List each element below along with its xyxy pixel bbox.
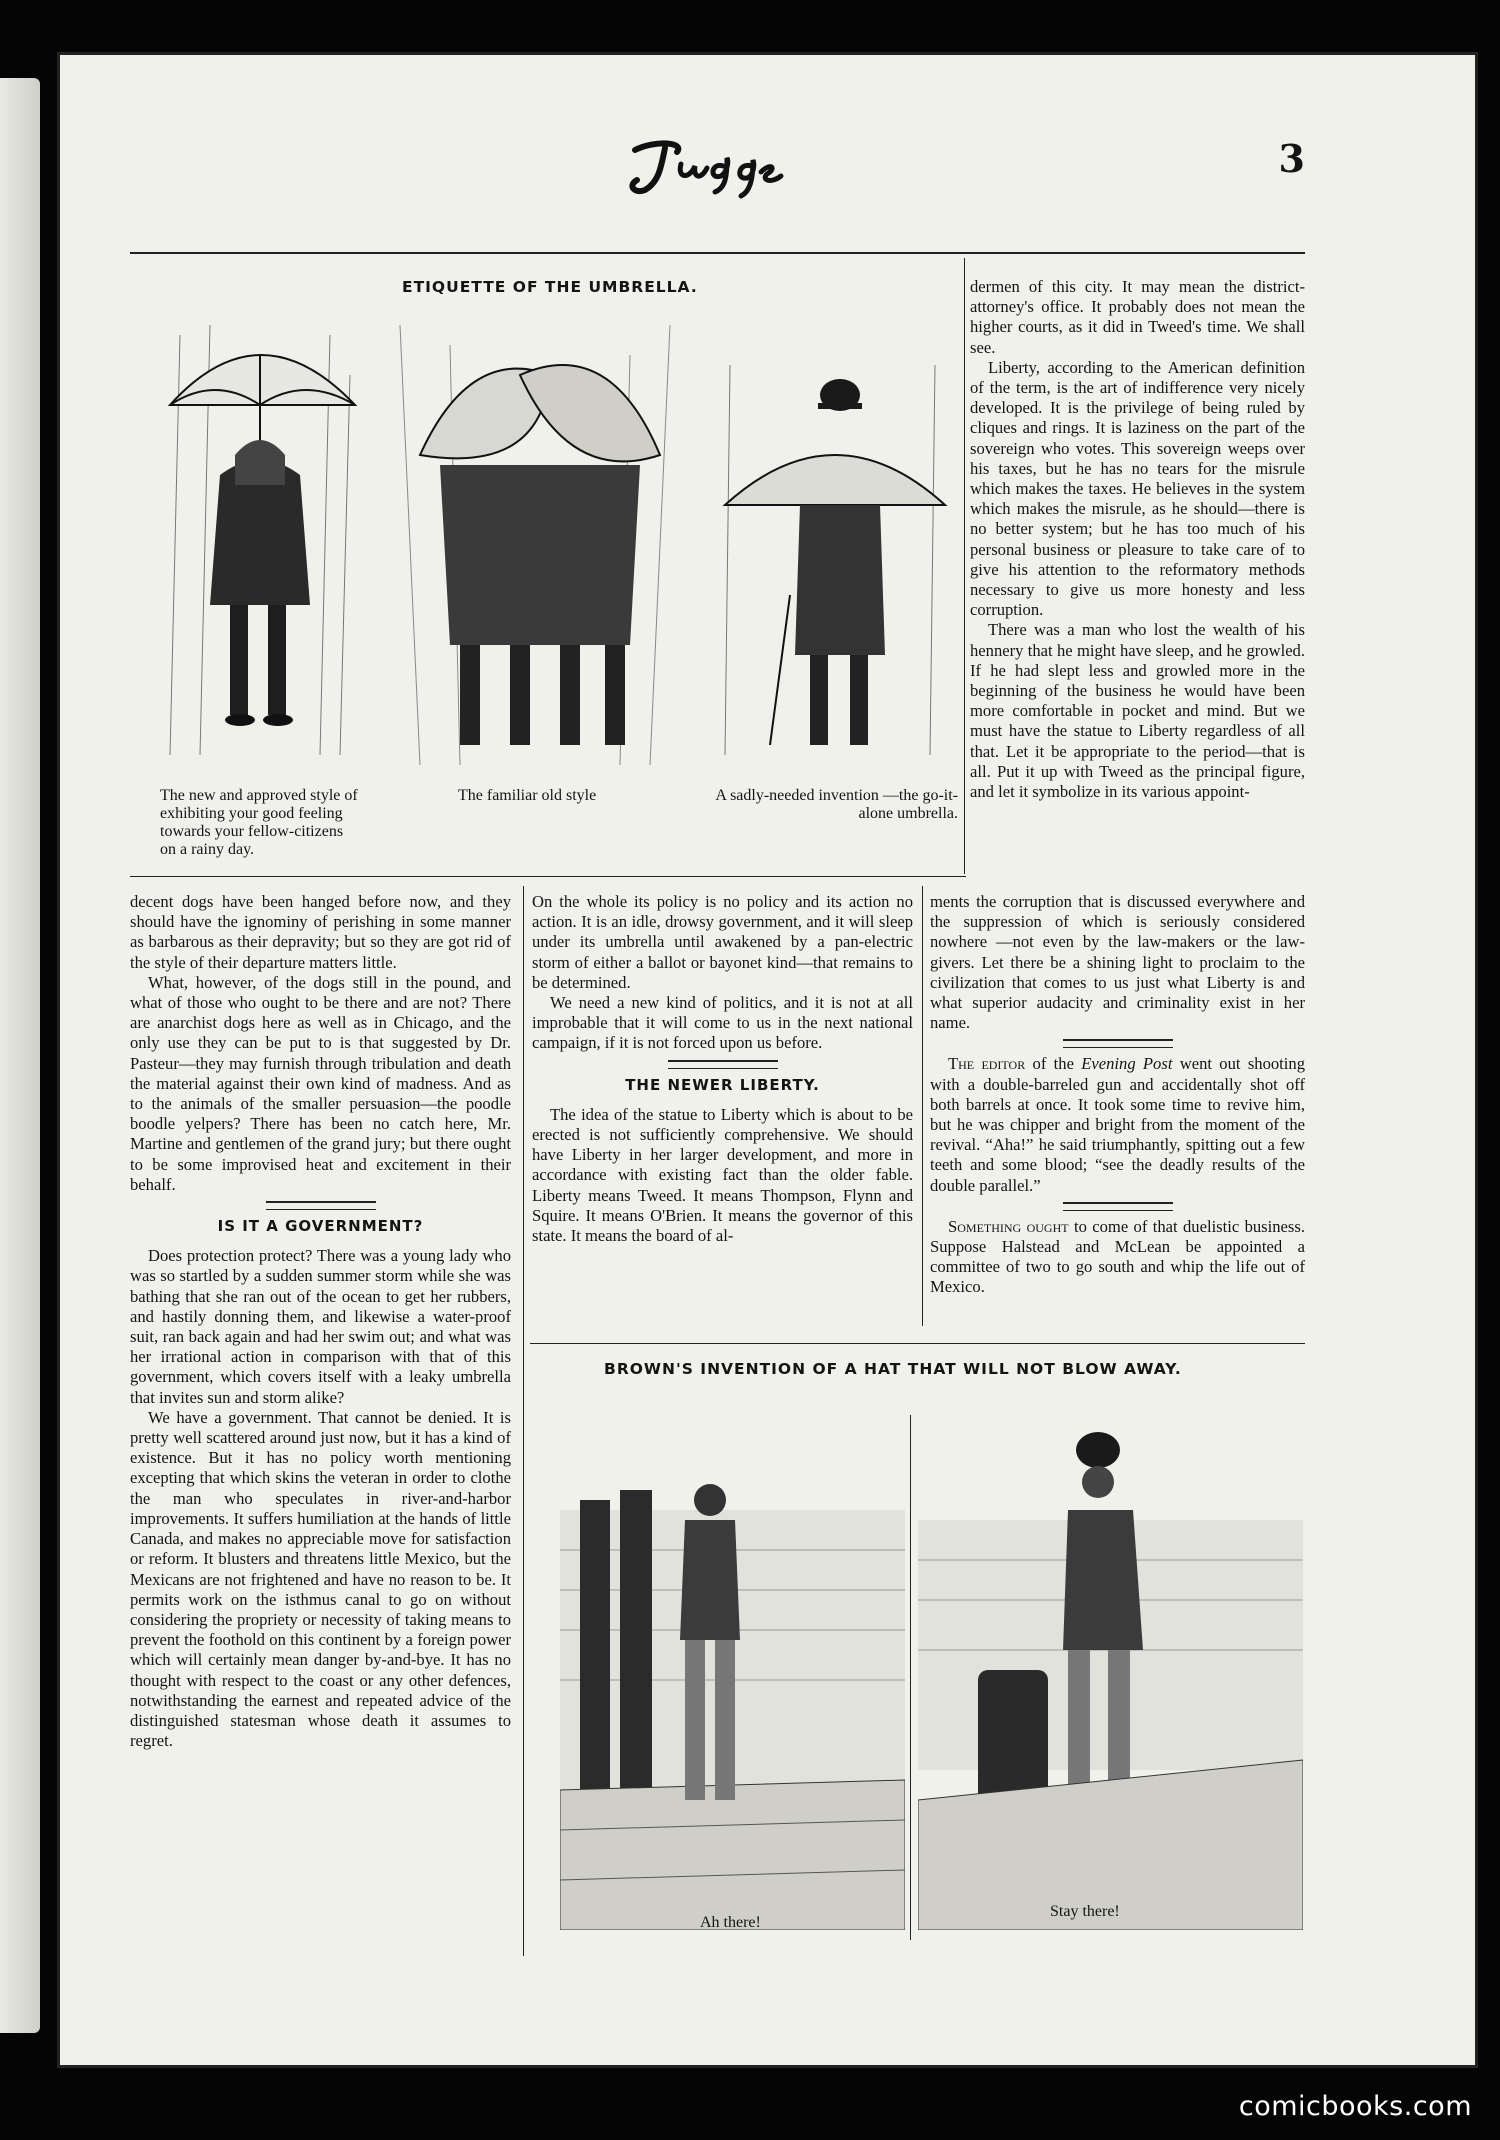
hat-panel-divider xyxy=(910,1415,911,1940)
col3-paragraph: The editor of the Evening Post went out shooting with a double-barreled gun and accidentally shot off both barrels at once. It took some time to revive him, but he was chipper and bright from the moment of the revival. “Aha!” he said triumphantly, spitting out a few teeth and some blood; “see the deadly results of the double parallel.” xyxy=(930,1054,1305,1195)
umbrella-caption-3: A sadly-needed invention —the go-it-alone umbrella. xyxy=(715,787,958,822)
judge-logo xyxy=(615,122,785,202)
col3-lead: Something ought xyxy=(948,1216,1069,1236)
col1-paragraph: decent dogs have been hanged before now, and they should have the ignominy of perishing in some manner as barbarous as their depravity; but so they are got rid of the style of their departure matters little. xyxy=(130,892,511,972)
col3-lead: The editor xyxy=(948,1054,1026,1074)
right-top-paragraph: There was a man who lost the wealth of his hennery that he might have sleep, and he growled. If he had slept less and growled more in the beginning of the business he would have been more comfortable in pocket and mind. But we must have the statue to Liberty regardless of all that. Let it be appropriate to the period—that is all. Put it up with Tweed as the principal figure, and let it symbolize in its various appoint- xyxy=(970,620,1305,802)
umbrella-cartoon-title: ETIQUETTE OF THE UMBRELLA. xyxy=(402,278,698,296)
right-top-paragraph: dermen of this city. It may mean the district-attorney's office. It probably does not mean the higher courts, as it did in Tweed's time. We shall see. xyxy=(970,277,1305,357)
column-rule-2 xyxy=(922,886,923,1326)
page-number: 3 xyxy=(1278,136,1305,181)
col3-paragraph: ments the corruption that is discussed everywhere and the suppression of which is seriously considered nowhere —not even by the law-makers or the law-givers. Let there be a shining light to proclaim to the civilization that comes to us just what Liberty is and what superior audacity and criminality exist in her name. xyxy=(930,892,1305,1033)
umbrella-panel-new-style xyxy=(160,315,360,775)
page-header xyxy=(70,122,1305,257)
header-rule xyxy=(130,252,1305,254)
umbrella-caption-2: The familiar old style xyxy=(458,787,597,804)
column-3 xyxy=(930,892,1305,1298)
umbrella-right-rule xyxy=(964,258,965,874)
separator-rule xyxy=(266,1201,376,1210)
column-rule-1 xyxy=(523,886,524,1956)
col2-paragraph: On the whole its policy is no policy and its action no action. It is an idle, drowsy government, and it will sleep under its umbrella until awakened by a pan-electric storm of either a ballot or bayonet kind—that remains to be determined. xyxy=(532,892,913,992)
hat-panel-stay-there xyxy=(918,1420,1303,1930)
separator-rule xyxy=(1063,1202,1173,1211)
umbrella-panel-go-it-alone xyxy=(720,365,950,775)
col2-paragraph: The idea of the statue to Liberty which is about to be erected is not sufficiently comprehensive. We should have Liberty in her larger development, and more in accordance with existing fact than the older fable. Liberty means Tweed. It means Thompson, Flynn and Squire. It means O'Brien. It means the governor of this state. It means the board of al- xyxy=(532,1104,913,1246)
col1-paragraph: What, however, of the dogs still in the pound, and what of those who ought to be there and are not? There are anarchist dogs here as well as in Chicago, and the only use they can be put to is that suggested by Dr. Pasteur—they may furnish through tribulation and death the material against their own kind of madness. And as to the animals of the smaller persuasion—the poodle boodle yelpers? There has been no catch here, Mr. Martine and gentlemen of the grand jury; but there ought to be some improvised heat and excitement in their behalf. xyxy=(130,972,511,1194)
adjacent-page-edge xyxy=(0,78,40,2033)
col1-paragraph: Does protection protect? There was a young lady who was so startled by a sudden summer storm while she was bathing that she ran out of the ocean to get her rubbers, and hastily donning them, and likewise a water-proof suit, ran back again and had her swim out; and what was her irrational action in comparison with that of this government, which covers itself with a leaky umbrella that invites sun and storm alike? xyxy=(130,1246,511,1407)
separator-rule xyxy=(1063,1039,1173,1048)
col3-paragraph: Something ought to come of that duelistic business. Suppose Halstead and McLean be appointed a committee of two to go south and whip the life out of Mexico. xyxy=(930,1216,1305,1297)
umbrella-panel-old-style xyxy=(390,315,690,775)
umbrella-caption-1: The new and approved style of exhibiting your good feeling towards your fellow-citizens on a rainy day. xyxy=(160,787,358,858)
hat-panel-ah-there xyxy=(560,1420,905,1930)
col2-paragraph: We need a new kind of politics, and it is not at all improbable that it will come to us in the next national campaign, if it is not forced upon us before. xyxy=(532,993,913,1053)
newspaper-name: Evening Post xyxy=(1081,1054,1173,1074)
hat-caption-2: Stay there! xyxy=(1050,1903,1120,1920)
separator-rule xyxy=(668,1060,778,1069)
col1-paragraph: We have a government. That cannot be denied. It is pretty well scattered around just now, but it has a kind of existence. But it has no policy worth mentioning excepting that which skins the veteran in order to clothe the man who speculates in river-and-harbor improvements. It suffers humiliation at the hands of little Canada, and makes no appreciable move for satisfaction or reform. It blusters and threatens little Mexico, but the Mexicans are not frightened and have no reason to be. It permits work on the isthmus canal to go on without considering the propriety or necessity of taking means to prevent the foothold on this continent by a foreign power which will certainly mean danger by-and-bye. It has no thought with respect to the coast or any other defences, notwithstanding the earnest and repeated advice of the distinguished statesman whose death it assumes to regret. xyxy=(130,1407,511,1751)
right-top-paragraph: Liberty, according to the American definition of the term, is the art of indifference very nicely developed. It is the privilege of being ruled by cliques and rings. It is laziness on the part of the sovereign who votes. This sovereign weeps over his taxes, but he has no tears for the misrule which makes the taxes. He believes in the system which makes the misrule, as he should—there is no better system; but he has too much of his personal business or pleasure to take care of to give his attention to the reformatory methods necessary to give us more honesty and less corruption. xyxy=(970,357,1305,620)
hat-cartoon-top-rule xyxy=(530,1343,1305,1344)
column-1 xyxy=(130,892,511,1751)
hat-cartoon-title: BROWN'S INVENTION OF A HAT THAT WILL NOT BLOW AWAY. xyxy=(604,1360,1182,1378)
column-2 xyxy=(532,892,913,1246)
hat-caption-1: Ah there! xyxy=(700,1914,761,1931)
right-column-top xyxy=(970,277,1305,802)
site-watermark: comicbooks.com xyxy=(1238,2091,1472,2122)
umbrella-bottom-rule xyxy=(130,876,966,877)
col1-heading: IS IT A GOVERNMENT? xyxy=(217,1217,424,1236)
col2-heading: THE NEWER LIBERTY. xyxy=(625,1075,820,1094)
